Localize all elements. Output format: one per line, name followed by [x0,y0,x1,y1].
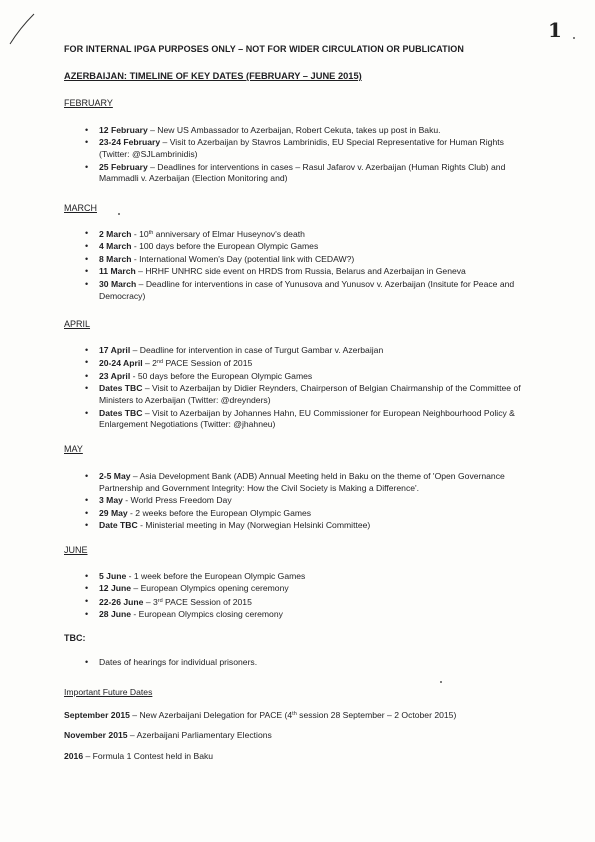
list-item: • 23-24 February – Visit to Azerbaijan by Stavros Lambrinidis, EU Special Representative for Human Rights (Twitter: @SJLambrinidis) [85,137,504,160]
item-text: - World Press Freedom Day [122,495,232,506]
item-text: - 2 weeks before the European Olympic Games [127,507,312,518]
future-date-line [64,710,456,720]
item-text: - European Olympics closing ceremony [131,609,283,620]
list-item: • Dates TBC – Visit to Azerbaijan by Didier Reynders, Chairperson of Belgian Chairmanship of the Committee of Ministers to Azerbaijan (Twitter: @dreynders) [85,383,521,406]
march-list [85,228,525,303]
item-date: 25 February [99,161,148,172]
scan-speck [573,37,575,39]
list-item: • Dates of hearings for individual prisoners. [85,657,258,667]
item-text: - 50 days before the European Olympic Games [130,370,313,381]
item-date: 30 March [99,278,137,289]
item-date: 12 February [99,125,148,135]
section-heading-june: JUNE [64,545,88,555]
item-text: – Deadline for interventions in case of Yunusova and Yunusov v. Azerbaijan (Insitute for Peace and Democracy) [99,278,515,301]
item-text: – New US Ambassador to Azerbaijan, Robert Cekuta, takes up post in Baku. [147,125,441,135]
item-text: – Asia Development Bank (ADB) Annual Meeting held in Baku on the theme of 'Open Governance Partnership and Government Integrity: How the Civil Society is Making a Difference'. [99,471,505,493]
list-item: • 3 May - World Press Freedom Day [85,495,232,506]
list-item: • Dates TBC – Visit to Azerbaijan by Johannes Hahn, EU Commissioner for European Neighbourhood Policy & Enlargement Negotiations (Twitter: @jhahneu) [85,407,515,430]
item-text: – Deadline for intervention in case of Turgut Gambar v. Azerbaijan [130,345,384,355]
list-item: • 5 June - 1 week before the European Olympic Games [85,571,306,581]
item-date: Dates TBC [99,383,143,394]
page-number: 1 [548,18,562,42]
list-item: • 20-24 April – 2nd PACE Session of 2015 [85,357,253,369]
april-list [85,345,525,432]
future-text: – Azerbaijani Parliamentary Elections [127,730,272,740]
item-text: - 1 week before the European Olympic Games [126,571,306,581]
future-date: 2016 [64,751,84,761]
item-text: – HRHF UNHRC side event on HRDS from Russia, Belarus and Azerbaijan in Geneva [135,266,466,277]
future-date-line [64,730,272,740]
list-item: • 28 June - European Olympics closing ceremony [85,609,283,620]
section-heading-april: APRIL [64,319,91,329]
list-item: • Date TBC - Ministerial meeting in May (Norwegian Helsinki Committee) [85,520,371,531]
tbc-list [85,657,525,669]
item-date: 4 March [99,241,132,252]
item-date: 12 June [99,583,132,594]
item-date: 23-24 February [99,137,161,148]
item-text: – Deadlines for interventions in cases – Rasul Jafarov v. Azerbaijan (Human Rights Club) and Mammadli v. Azerbaijan (Election Monitoring and) [99,161,506,184]
item-text: - 10th anniversary of Elmar Huseynov's death [131,229,305,239]
item-date: 3 May [99,495,123,506]
item-date: 17 April [99,345,131,355]
item-date: 28 June [99,609,132,620]
item-text: – 3rd PACE Session of 2015 [143,596,252,607]
document-title: AZERBAIJAN: TIMELINE OF KEY DATES (FEBRUARY – JUNE 2015) [64,71,362,81]
list-item: • 17 April – Deadline for intervention in case of Turgut Gambar v. Azerbaijan [85,345,384,355]
list-item: • 25 February – Deadlines for interventions in cases – Rasul Jafarov v. Azerbaijan (Human Rights Club) and Mammadli v. Azerbaijan (Election Monitoring and) [85,161,506,184]
item-text: – Visit to Azerbaijan by Didier Reynders, Chairperson of Belgian Chairmanship of the Committee of Ministers to Azerbaijan (Twitter: @dreynders) [99,383,521,406]
item-date: 5 June [99,571,127,581]
item-text: - International Women's Day (potential link with CEDAW?) [131,253,355,264]
list-item: • 12 February – New US Ambassador to Azerbaijan, Robert Cekuta, takes up post in Baku. [85,125,441,135]
handwritten-pen-stroke [8,12,38,46]
section-heading-march: MARCH [64,203,97,213]
list-item: • 30 March – Deadline for interventions in case of Yunusova and Yunusov v. Azerbaijan (Insitute for Peace and Democracy) [85,278,515,301]
item-text: - Ministerial meeting in May (Norwegian Helsinki Committee) [137,520,371,531]
item-date: 29 May [99,507,128,518]
item-date: Dates TBC [99,407,143,418]
list-item: • 22-26 June – 3rd PACE Session of 2015 [85,595,252,607]
item-date: Date TBC [99,520,138,531]
future-text: – Formula 1 Contest held in Baku [83,751,214,761]
item-date: 8 March [99,253,132,264]
circulation-notice: FOR INTERNAL IPGA PURPOSES ONLY – NOT FOR WIDER CIRCULATION OR PUBLICATION [64,44,464,54]
item-date: 20-24 April [99,358,143,369]
section-heading-february: FEBRUARY [64,98,113,108]
may-list [85,471,525,533]
item-text: – European Olympics opening ceremony [131,583,289,594]
february-list [85,125,525,186]
future-date-line [64,751,213,761]
june-list [85,571,525,622]
item-date: 2-5 May [99,471,131,481]
list-item: • 2-5 May – Asia Development Bank (ADB) Annual Meeting held in Baku on the theme of 'Open Governance Partnership and Government Integrity: How the Civil Society is Making a Difference'. [85,471,505,493]
list-item: • 8 March - International Women's Day (potential link with CEDAW?) [85,253,355,264]
item-text: Dates of hearings for individual prisoners. [99,657,258,667]
future-date: November 2015 [64,730,128,740]
scan-speck [440,681,442,683]
item-date: 2 March [99,229,132,239]
list-item: • 12 June – European Olympics opening ceremony [85,583,289,594]
list-item: • 29 May - 2 weeks before the European Olympic Games [85,507,312,518]
scan-speck [118,213,120,215]
item-date: 11 March [99,266,136,277]
item-text: – 2nd PACE Session of 2015 [142,358,253,369]
section-heading-may: MAY [64,444,83,454]
tbc-heading: TBC: [64,633,86,643]
list-item: • 11 March – HRHF UNHRC side event on HRDS from Russia, Belarus and Azerbaijan in Geneva [85,266,466,277]
item-text: – Visit to Azerbaijan by Johannes Hahn, EU Commissioner for European Neighbourhood Policy & Enlargement Negotiations (Twitter: @jhahneu) [99,407,515,430]
future-dates-heading: Important Future Dates [64,687,153,697]
item-date: 22-26 June [99,596,144,607]
future-date: September 2015 [64,710,130,720]
future-text: – New Azerbaijani Delegation for PACE (4th session 28 September – 2 October 2015) [129,710,457,720]
list-item: • 4 March - 100 days before the European Olympic Games [85,241,319,252]
item-text: - 100 days before the European Olympic Games [131,241,319,252]
list-item: • 2 March - 10th anniversary of Elmar Huseynov's death [85,228,305,239]
item-text: – Visit to Azerbaijan by Stavros Lambrinidis, EU Special Representative for Human Rights (Twitter: @SJLambrinidis) [99,137,504,160]
item-date: 23 April [99,370,131,381]
list-item: • 23 April - 50 days before the European Olympic Games [85,370,313,381]
